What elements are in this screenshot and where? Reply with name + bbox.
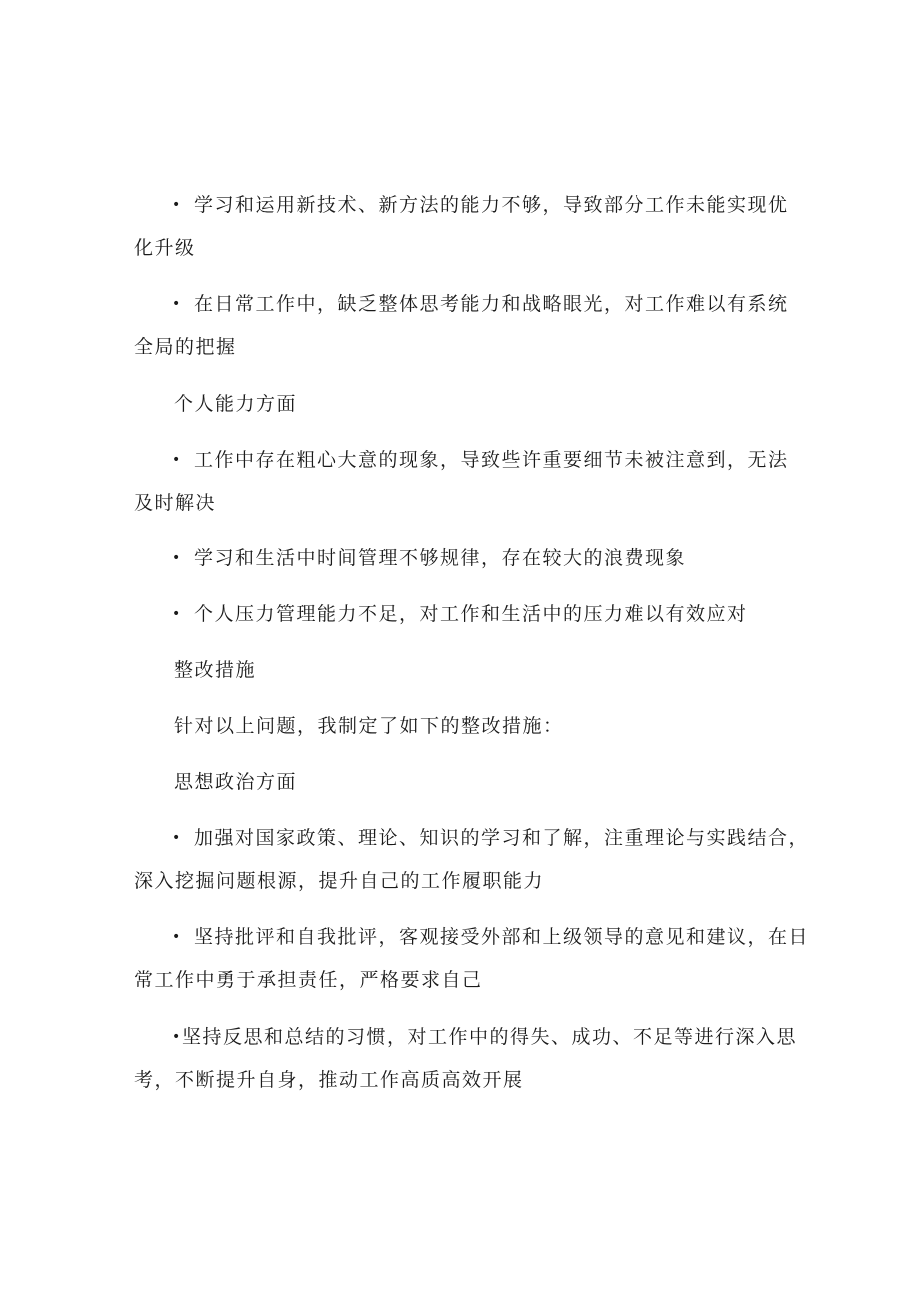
- paragraph-line: 化升级: [134, 237, 196, 259]
- paragraph-line: 坚持反思和总结的习惯，对工作中的得失、成功、不足等进行深入思: [182, 1026, 798, 1048]
- bullet-item: [172, 546, 686, 570]
- paragraph-line: 针对以上问题，我制定了如下的整改措施：: [174, 715, 564, 737]
- paragraph-line: 在日常工作中，缺乏整体思考能力和战略眼光，对工作难以有系统: [194, 293, 789, 315]
- paragraph-line: 坚持批评和自我批评，客观接受外部和上级领导的意见和建议，在日: [194, 926, 810, 948]
- bullet-item: [172, 826, 809, 850]
- bullet-icon: •: [172, 929, 182, 945]
- paragraph-line: 学习和运用新技术、新方法的能力不够，导致部分工作未能实现优: [194, 194, 789, 216]
- paragraph-line: 常工作中勇于承担责任，严格要求自己: [134, 969, 483, 991]
- bullet-item: [172, 602, 748, 626]
- bullet-item: [172, 193, 789, 217]
- paragraph-line: 考，不断提升自身，推动工作高质高效开展: [134, 1069, 524, 1091]
- paragraph-line: 及时解决: [134, 492, 217, 514]
- bullet-item: [172, 1025, 797, 1049]
- paragraph-line: 个人压力管理能力不足，对工作和生活中的压力难以有效应对: [194, 603, 748, 625]
- paragraph-line: 全局的把握: [134, 336, 237, 358]
- paragraph-line: 深入挖掘问题根源，提升自己的工作履职能力: [134, 870, 545, 892]
- section-heading: 思想政治方面: [174, 771, 298, 793]
- paragraph-line: 加强对国家政策、理论、知识的学习和了解，注重理论与实践结合，: [194, 827, 810, 849]
- bullet-icon: •: [172, 197, 182, 213]
- section-heading: 整改措施: [174, 659, 257, 681]
- bullet-item: [172, 292, 789, 316]
- bullet-icon: •: [172, 296, 182, 312]
- bullet-icon: •: [172, 606, 182, 622]
- paragraph-line: 学习和生活中时间管理不够规律，存在较大的浪费现象: [194, 547, 687, 569]
- bullet-item: [172, 925, 809, 949]
- bullet-item: [172, 448, 789, 472]
- bullet-icon: •: [172, 452, 182, 468]
- bullet-icon: •: [172, 550, 182, 566]
- bullet-icon: •: [172, 830, 182, 846]
- paragraph-line: 工作中存在粗心大意的现象，导致些许重要细节未被注意到，无法: [194, 449, 789, 471]
- section-heading: 个人能力方面: [174, 393, 298, 415]
- bullet-icon: •: [172, 1029, 182, 1045]
